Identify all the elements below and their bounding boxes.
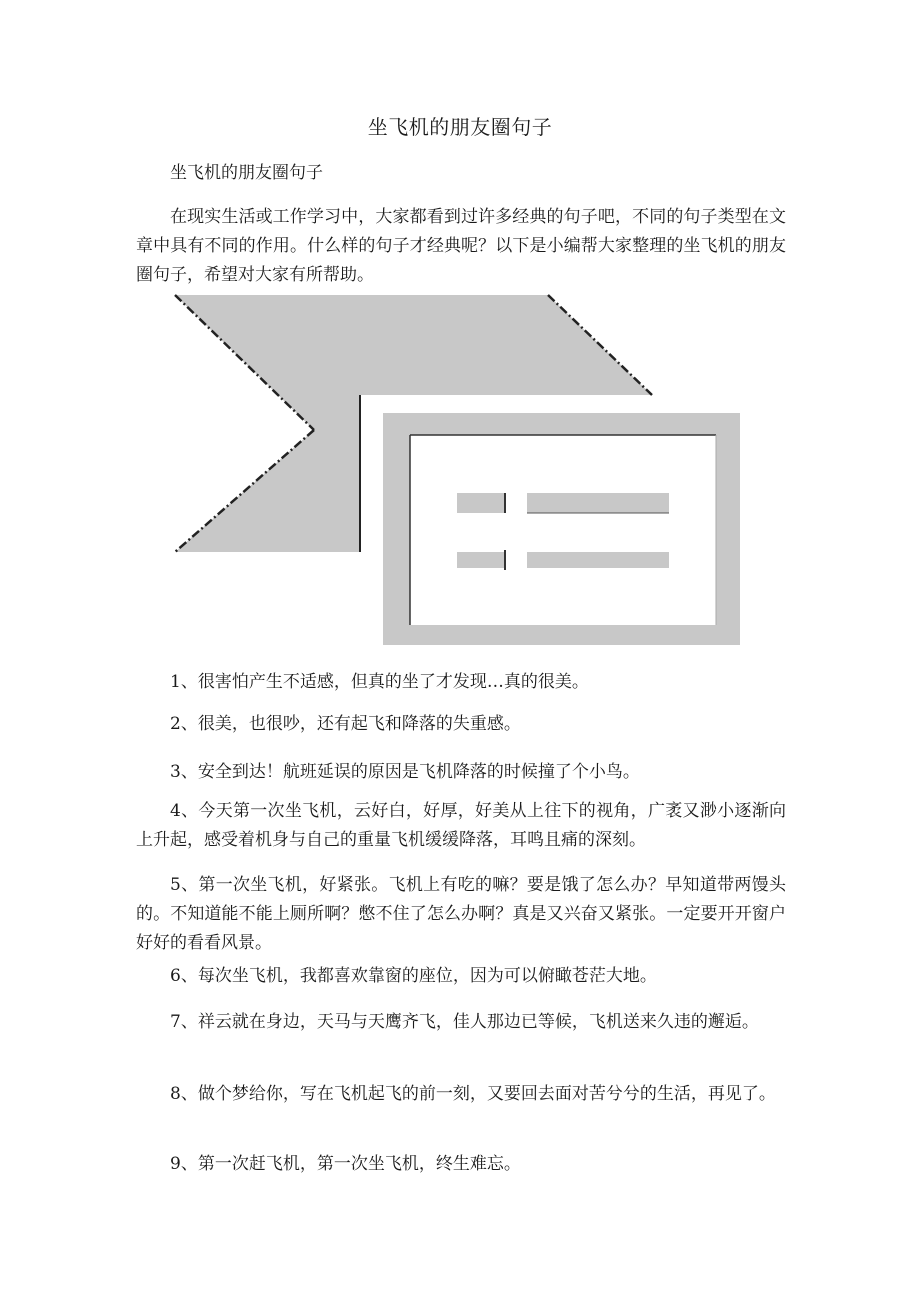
page-title: 坐飞机的朋友圈句子 — [367, 115, 553, 139]
list-item: 8、做个梦给你，写在飞机起飞的前一刻，又要回去面对苦兮兮的生活，再见了。 — [170, 1084, 776, 1104]
intro-paragraph: 在现实生活或工作学习中，大家都看到过许多经典的句子吧，不同的句子类型在文章中具有不同的作用。什么样的句子才经典呢？以下是小编帮大家整理的坐飞机的朋友圈句子，希望对大家有所帮助。 — [136, 207, 786, 285]
list-item: 3、安全到达！航班延误的原因是飞机降落的时候撞了个小鸟。 — [170, 762, 640, 782]
row1-long-bar — [527, 493, 669, 513]
list-item: 4、今天第一次坐飞机，云好白，好厚，好美从上往下的视角，广袤又渺小逐渐向上升起，感受着机身与自己的重量飞机缓缓降落，耳鸣且痛的深刻。 — [136, 801, 786, 850]
list-item: 9、第一次赶飞机，第一次坐飞机，终生难忘。 — [170, 1154, 521, 1174]
row2-long-bar — [527, 552, 669, 568]
row1-short-bar — [457, 493, 505, 513]
page-subtitle: 坐飞机的朋友圈句子 — [170, 163, 323, 183]
list-item: 5、第一次坐飞机，好紧张。飞机上有吃的嘛？要是饿了怎么办？早知道带两馒头的。不知道能不能上厕所啊？憋不住了怎么办啊？真是又兴奋又紧张。一定要开开窗户好好的看看风景。 — [136, 875, 786, 953]
list-item: 6、每次坐飞机，我都喜欢靠窗的座位，因为可以俯瞰苍茫大地。 — [170, 966, 657, 986]
list-item: 7、祥云就在身边，天马与天鹰齐飞，佳人那边已等候，飞机送来久违的邂逅。 — [170, 1012, 759, 1032]
list-item: 2、很美，也很吵，还有起飞和降落的失重感。 — [170, 714, 521, 734]
row2-short-bar — [457, 552, 505, 568]
card-inner — [410, 435, 716, 625]
list-item: 1、很害怕产生不适感，但真的坐了才发现…真的很美。 — [170, 672, 589, 692]
document-placeholder-icon — [170, 290, 745, 650]
